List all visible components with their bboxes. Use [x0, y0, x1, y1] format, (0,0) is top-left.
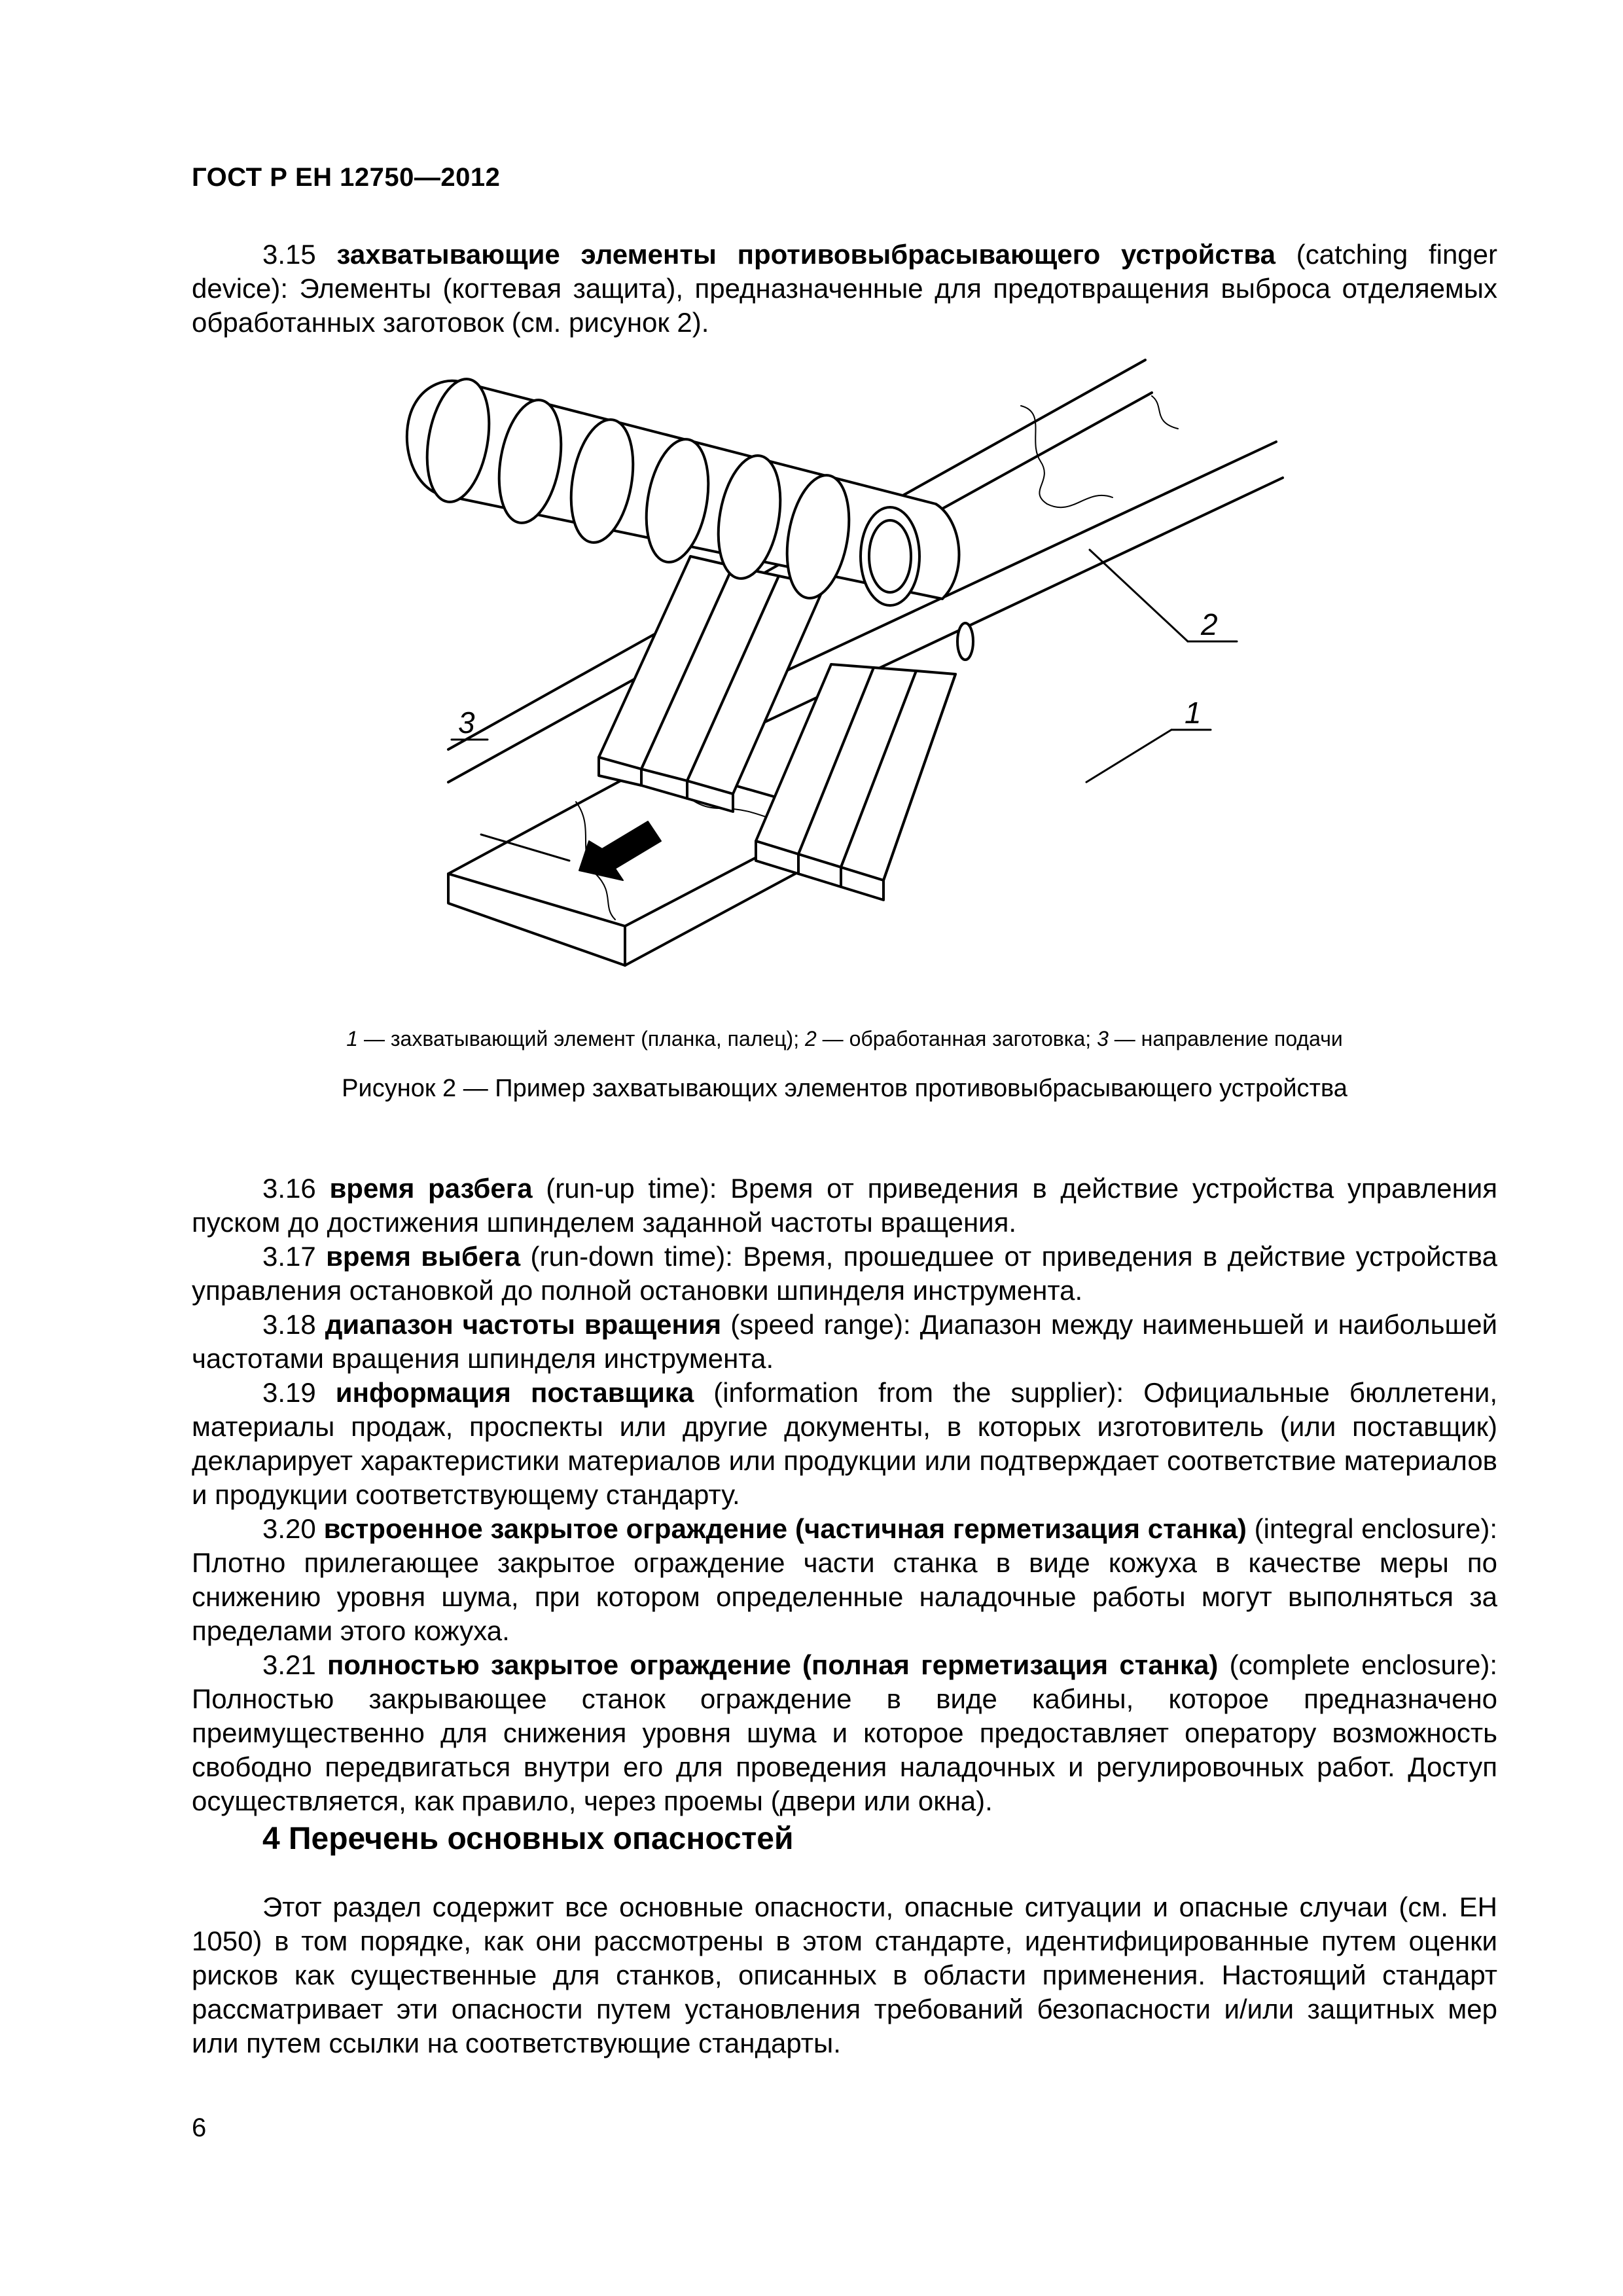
section-4-paragraph: Этот раздел содержит все основные опасности, опасные ситуации и опасные случаи (см. ЕН 1050) в том порядке, как они рассмотрены в этом стандарте, идентифицированные путем оценки рисков как существенные для станков, описанных в области применения. Настоящий стандарт рассматривает эти опасности путем установления требований безопасности и/или защитных мер или путем ссылки на соответствующие стандарты. [192, 1892, 1497, 2058]
term-paragraph [192, 238, 1497, 340]
term-3-19: 3.19 информация поставщика (information from the supplier): Официальные бюллетени, материалы продаж, проспекты или другие документы, в которых изготовитель (или поставщик) декларирует характеристики материалов или продукции или подтверждает соответствие материалов и продукции соответствующему стандарту. [192, 1377, 1497, 1510]
figure-caption: Рисунок 2 — Пример захватывающих элементов противовыбрасывающего устройства [342, 1075, 1347, 1102]
terms-list [192, 1172, 1497, 1818]
figure-2-drawing [380, 357, 1361, 1031]
term-title: захватывающие элементы противовыбрасывающего устройства [336, 239, 1275, 270]
callout-1: 1 [1185, 696, 1202, 730]
section-4-body [192, 1890, 1497, 2060]
term-3-17: 3.17 время выбега (run-down time): Время, прошедшее от приведения в действие устройства управления остановкой до полной остановки шпинделя инструмента. [192, 1241, 1497, 1306]
page-number: 6 [192, 2113, 207, 2142]
term-3-20: 3.20 встроенное закрытое ограждение (частичная герметизация станка) (integral enclosure): Плотно прилегающее закрытое ограждение части станка в виде кожуха в качестве меры по снижению уровня шума, при котором определенные наладочные работы могут выполняться за пределами этого кожуха. [192, 1513, 1497, 1646]
document-header: ГОСТ Р ЕН 12750—2012 [192, 163, 501, 192]
term-3-15 [192, 238, 1497, 340]
right-fingers-drawing [756, 664, 955, 900]
term-3-21: 3.21 полностью закрытое ограждение (полная герметизация станка) (complete enclosure): Полностью закрывающее станок ограждение в виде кабины, которое предназначено преимущественно для снижения уровня шума и которое предоставляет оператору возможность свободно передвигаться внутри его для проведения наладочных и регулировочных работ. Доступ осуществляется, как правило, через проемы (двери или окна). [192, 1649, 1497, 1816]
term-3-16: 3.16 время разбега (run-up time): Время от приведения в действие устройства управления пуском до достижения шпинделем заданной частоты вращения. [192, 1173, 1497, 1238]
callout-2: 2 [1201, 607, 1218, 641]
term-3-18: 3.18 диапазон частоты вращения (speed range): Диапазон между наименьшей и наибольшей частотами вращения шпинделя инструмента. [192, 1309, 1498, 1374]
callout-3: 3 [458, 706, 475, 740]
section-4-title: 4 Перечень основных опасностей [262, 1821, 794, 1856]
term-number: 3.15 [262, 239, 316, 270]
figure-legend: 1 — захватывающий элемент (планка, палец); 2 — обработанная заготовка; 3 — направление подачи [346, 1027, 1343, 1050]
term-text: (catching finger device): Элементы (когтевая защита), предназначенные для предотвращения выброса отделяемых обработанных заготовок (см. рисунок 2). [192, 239, 1498, 338]
